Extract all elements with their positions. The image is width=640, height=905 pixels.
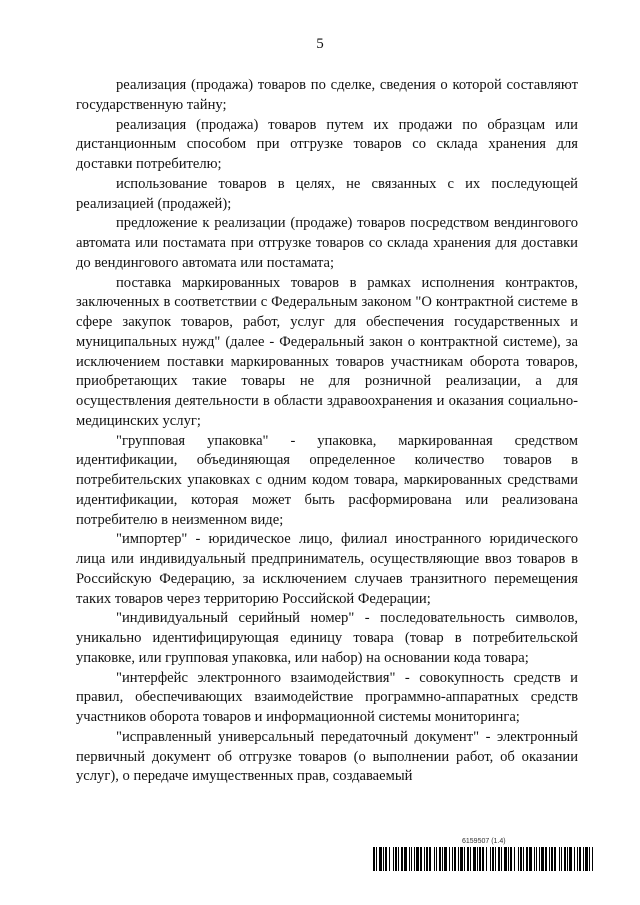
paragraph-2: реализация (продажа) товаров путем их продажи по образцам или дистанционным способом при отгрузке товаров со склада хранения для доставки потребителю;	[76, 116, 578, 172]
paragraph-3: использование товаров в целях, не связанных с их последующей реализацией (продажей);	[76, 175, 578, 212]
paragraph-8: "индивидуальный серийный номер" - последовательность символов, уникально идентифицирующая единицу товара (товар в потребительской упаковке, или групповая упаковка, или набор) на основании кода товара;	[76, 610, 578, 666]
paragraph-10: "исправленный универсальный передаточный документ" - электронный первичный документ об отгрузке товаров (о выполнении работ, об оказании услуг), о передаче имущественных прав, создаваемый	[76, 728, 578, 785]
paragraph-7: "импортер" - юридическое лицо, филиал иностранного юридического лица или индивидуальный предприниматель, осуществляющие ввоз товаров в Российскую Федерацию, за исключением случаев транзитного перемещения таких товаров через территорию Российской Федерации;	[76, 531, 578, 607]
barcode-icon	[373, 847, 593, 871]
paragraph-4: предложение к реализации (продаже) товаров посредством вендингового автомата или постамата при отгрузке товаров со склада хранения для доставки до вендингового автомата или постамата;	[76, 215, 578, 271]
paragraph-1: реализация (продажа) товаров по сделке, сведения о которой составляют государственную тайну;	[76, 77, 578, 113]
document-code: 6159507 (1.4)	[462, 838, 506, 845]
paragraph-6: "групповая упаковка" - упаковка, маркированная средством идентификации, объединяющая определенное количество товаров в потребительских упаковках с одним кодом товара, маркированных средствами идентификации, которая может быть расформирована или реализована потребителю в неизменном виде;	[76, 432, 578, 528]
page-number: 5	[316, 36, 324, 52]
paragraph-9: "интерфейс электронного взаимодействия" - совокупность средств и правил, обеспечивающих взаимодействие программно-аппаратных средств участников оборота товаров и информационной системы мониторинга;	[76, 669, 578, 725]
document-body	[76, 76, 578, 787]
paragraph-5: поставка маркированных товаров в рамках исполнения контрактов, заключенных в соответствии с Федеральным законом "О контрактной системе в сфере закупок товаров, работ, услуг для обеспечения государственных и муниципальных нужд" (далее - Федеральный закон о контрактной системе), за исключением поставки маркированных товаров участникам оборота товаров, приобретающих такие товары не для розничной реализации, а для осуществления деятельности в области здравоохранения и оказания социально-медицинских услуг;	[76, 274, 578, 429]
